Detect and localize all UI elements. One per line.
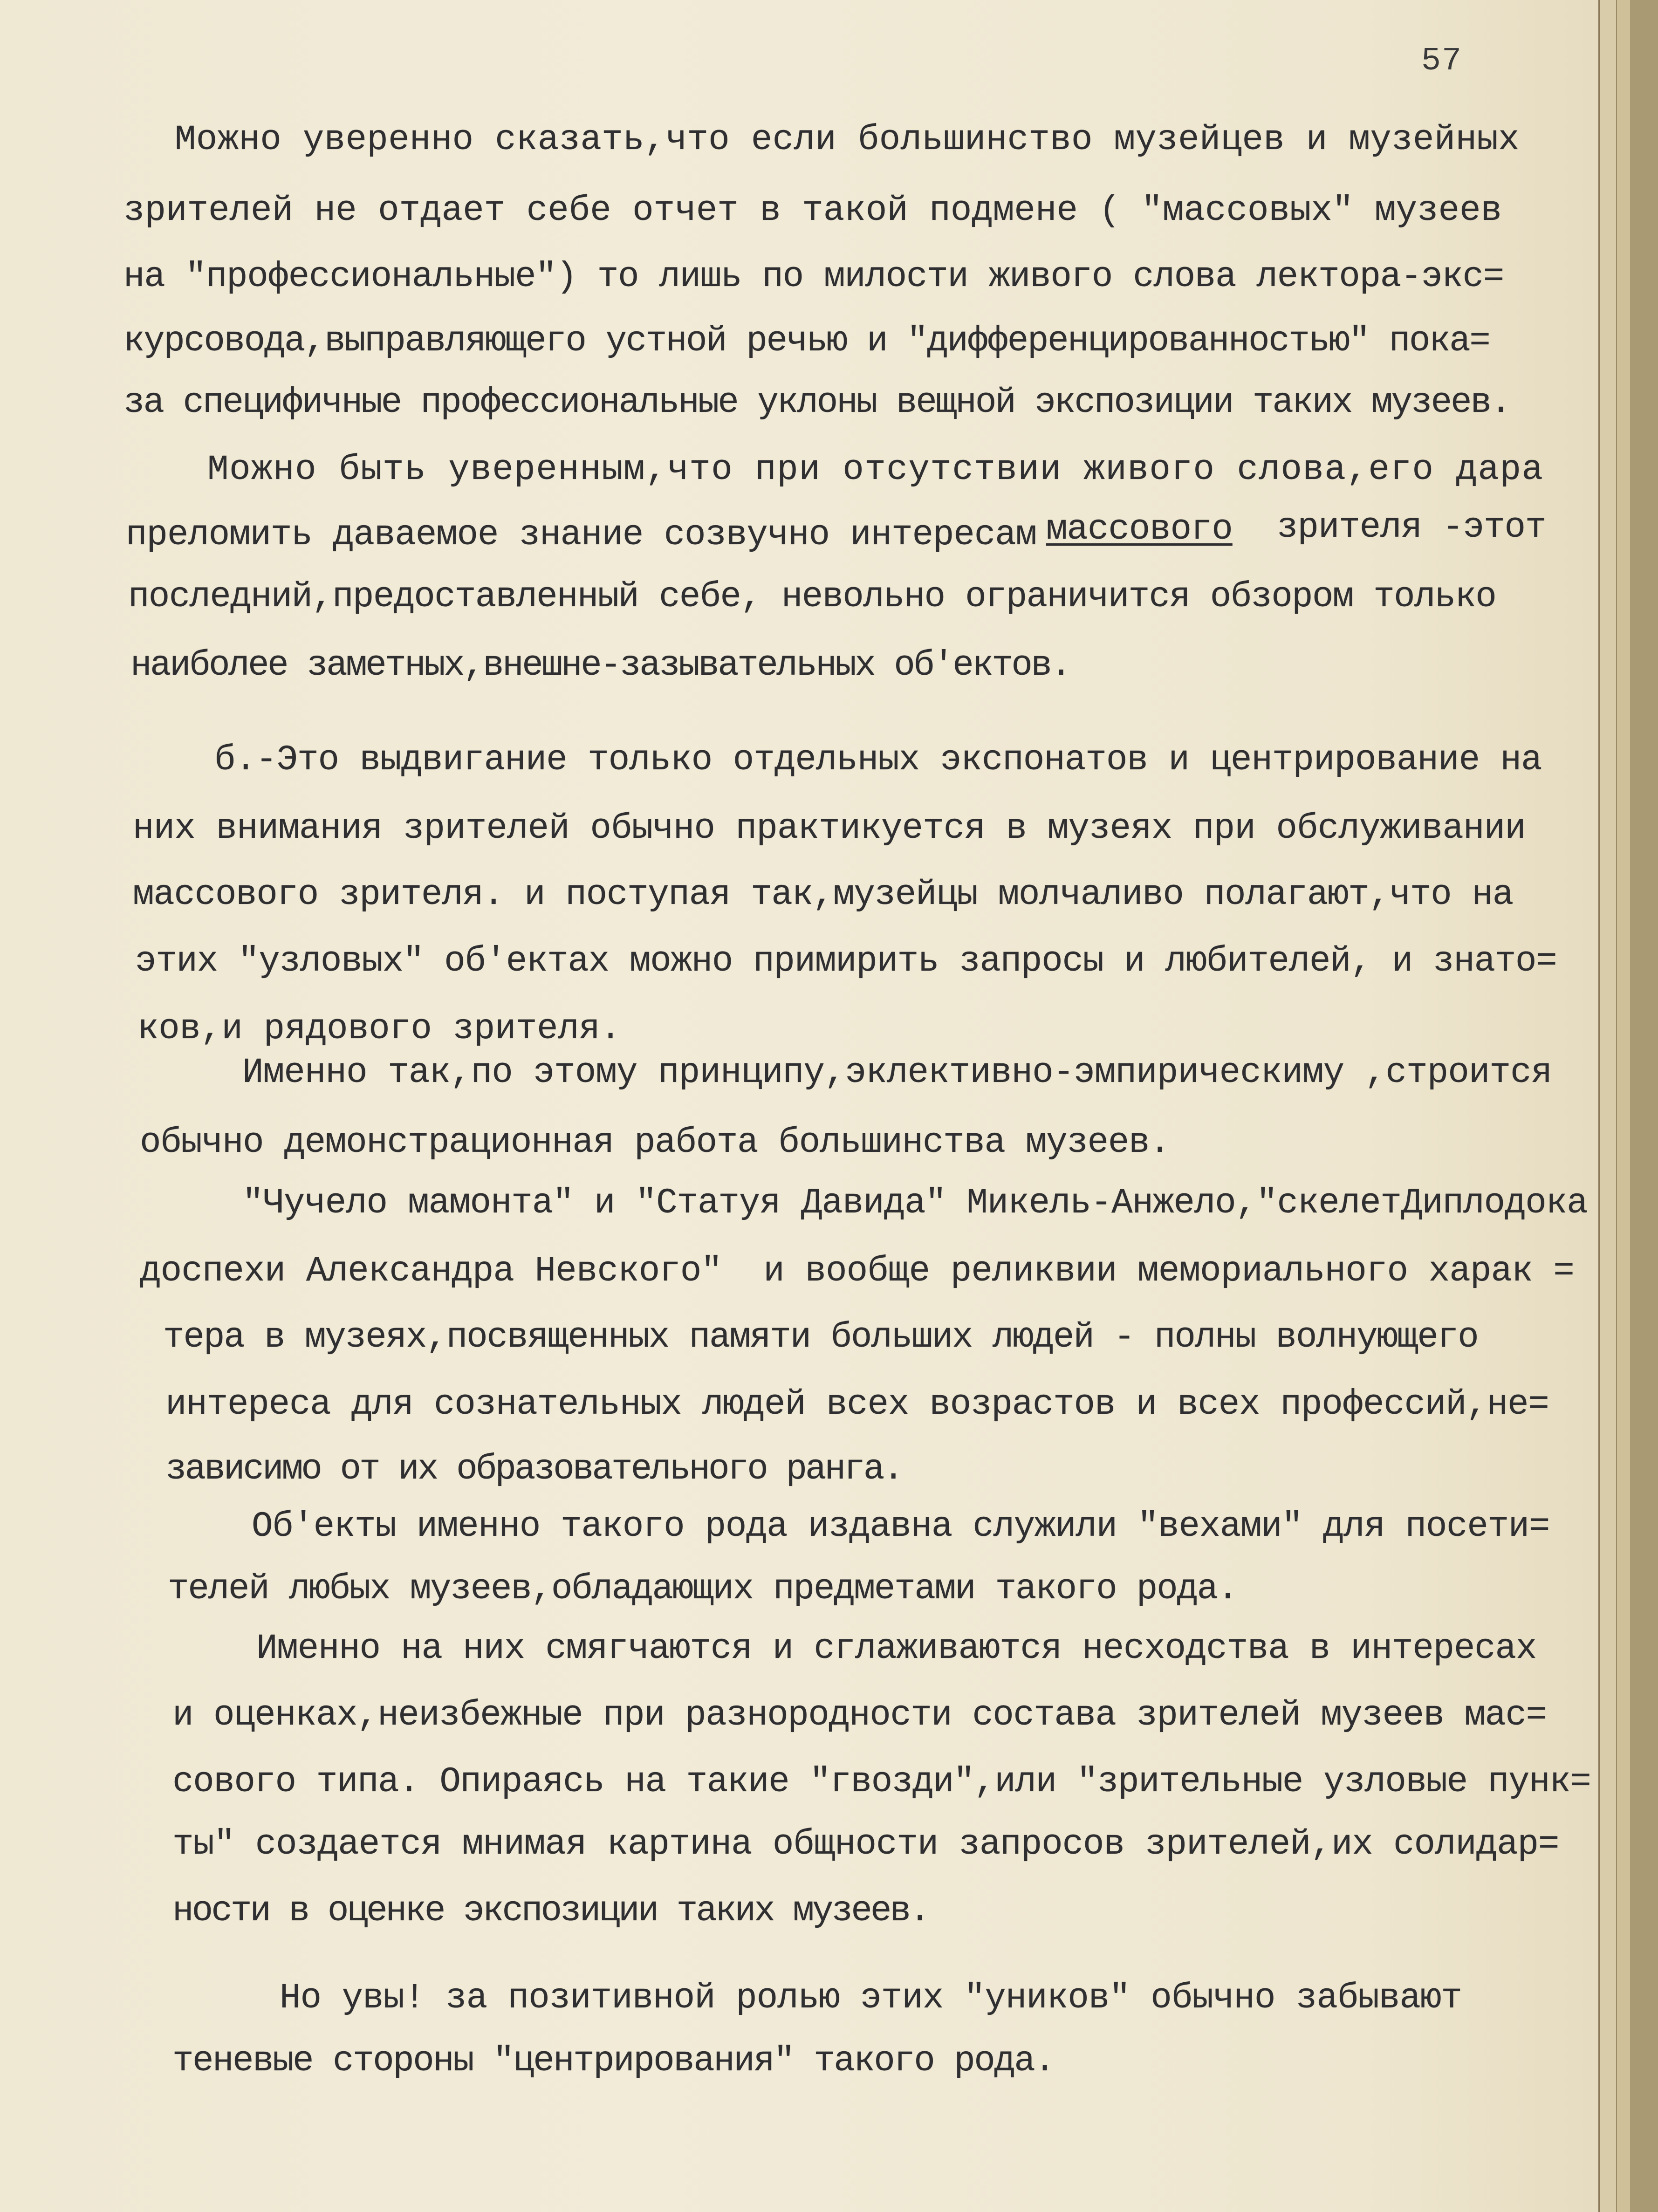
text-line: курсовода,выправляющего устной речью и "дифференцированностью" пока= (123, 321, 1490, 361)
text-line: ков,и рядового зрителя. (137, 1009, 621, 1049)
page-number: 57 (1421, 43, 1463, 80)
text-line: Именно на них смягчаются и сглаживаются несходства в интересах (256, 1629, 1537, 1669)
text-line: последний,предоставленный себе, невольно ограничится обзором только (128, 577, 1496, 617)
text-line: сового типа. Опираясь на такие "гвозди",или "зрительные узловые пунк= (172, 1762, 1591, 1802)
text-line: и оценках,неизбежные при разнородности состава зрителей музеев мас= (172, 1695, 1547, 1735)
text-line: зрителя -этот (1277, 507, 1546, 548)
text-line: массового зрителя. и поступая так,музейцы молчаливо полагают,что на (133, 875, 1513, 915)
text-line: Но увы! за позитивной ролью этих "уников" обычно забывают (280, 1978, 1462, 2018)
text-line: б.-Это выдвигание только отдельных экспонатов и центрирование на (214, 740, 1542, 780)
text-line: интереса для сознательных людей всех возрастов и всех профессий,не= (165, 1384, 1549, 1424)
text-line: тера в музеях,посвященных памяти больших людей - полны волнующего (163, 1317, 1478, 1357)
text-line: них внимания зрителей обычно практикуется в музеях при обслуживании (133, 808, 1526, 849)
text-line: теневые стороны "центрирования" такого рода. (172, 2041, 1055, 2081)
text-line: "Чучело мамонта" и "Статуя Давида" Микель-Анжело,"скелетДиплодока (242, 1183, 1588, 1223)
text-line: зрителей не отдает себе отчет в такой подмене ( "массовых" музеев (123, 191, 1502, 231)
text-line: телей любых музеев,обладающих предметами такого рода. (168, 1569, 1238, 1609)
text-line: Можно быть уверенным,что при отсутствии живого слова,его дара (207, 450, 1544, 490)
text-line: ности в оценке экспозиции таких музеев. (172, 1891, 929, 1931)
text-line: Именно так,по этому принципу,эклективно-эмпирическиму ,строится (242, 1053, 1552, 1093)
text-line: этих "узловых" об'ектах можно примирить запросы и любителей, и знато= (135, 941, 1557, 981)
text-line: наиболее заметных,внешне-зазывательных об'ектов. (130, 645, 1070, 685)
text-line: Можно уверенно сказать,что если большинство музейцев и музейных (175, 120, 1520, 160)
text-line: за специфичные профессиональные уклоны вещной экспозиции таких музеев. (123, 383, 1510, 423)
text-line: ты" создается мнимая картина общности запросов зрителей,их солидар= (172, 1824, 1559, 1864)
text-line: на "профессиональные") то лишь по милости живого слова лектора-экс= (123, 257, 1504, 297)
page-edge (1616, 0, 1631, 2212)
text-line: преломить даваемое знание созвучно интересам (126, 515, 1036, 555)
binder-edge (1630, 0, 1658, 2212)
text-line: доспехи Александра Невского" и вообще реликвии мемориального харак = (140, 1251, 1574, 1291)
underlined-word: массового (1046, 509, 1233, 549)
page-edge (1598, 0, 1617, 2212)
text-line: обычно демонстрационная работа большинства музеев. (140, 1123, 1170, 1163)
text-line: зависимо от их образовательного ранга. (165, 1449, 903, 1489)
text-line: Об'екты именно такого рода издавна служили "вехами" для посети= (252, 1507, 1550, 1547)
